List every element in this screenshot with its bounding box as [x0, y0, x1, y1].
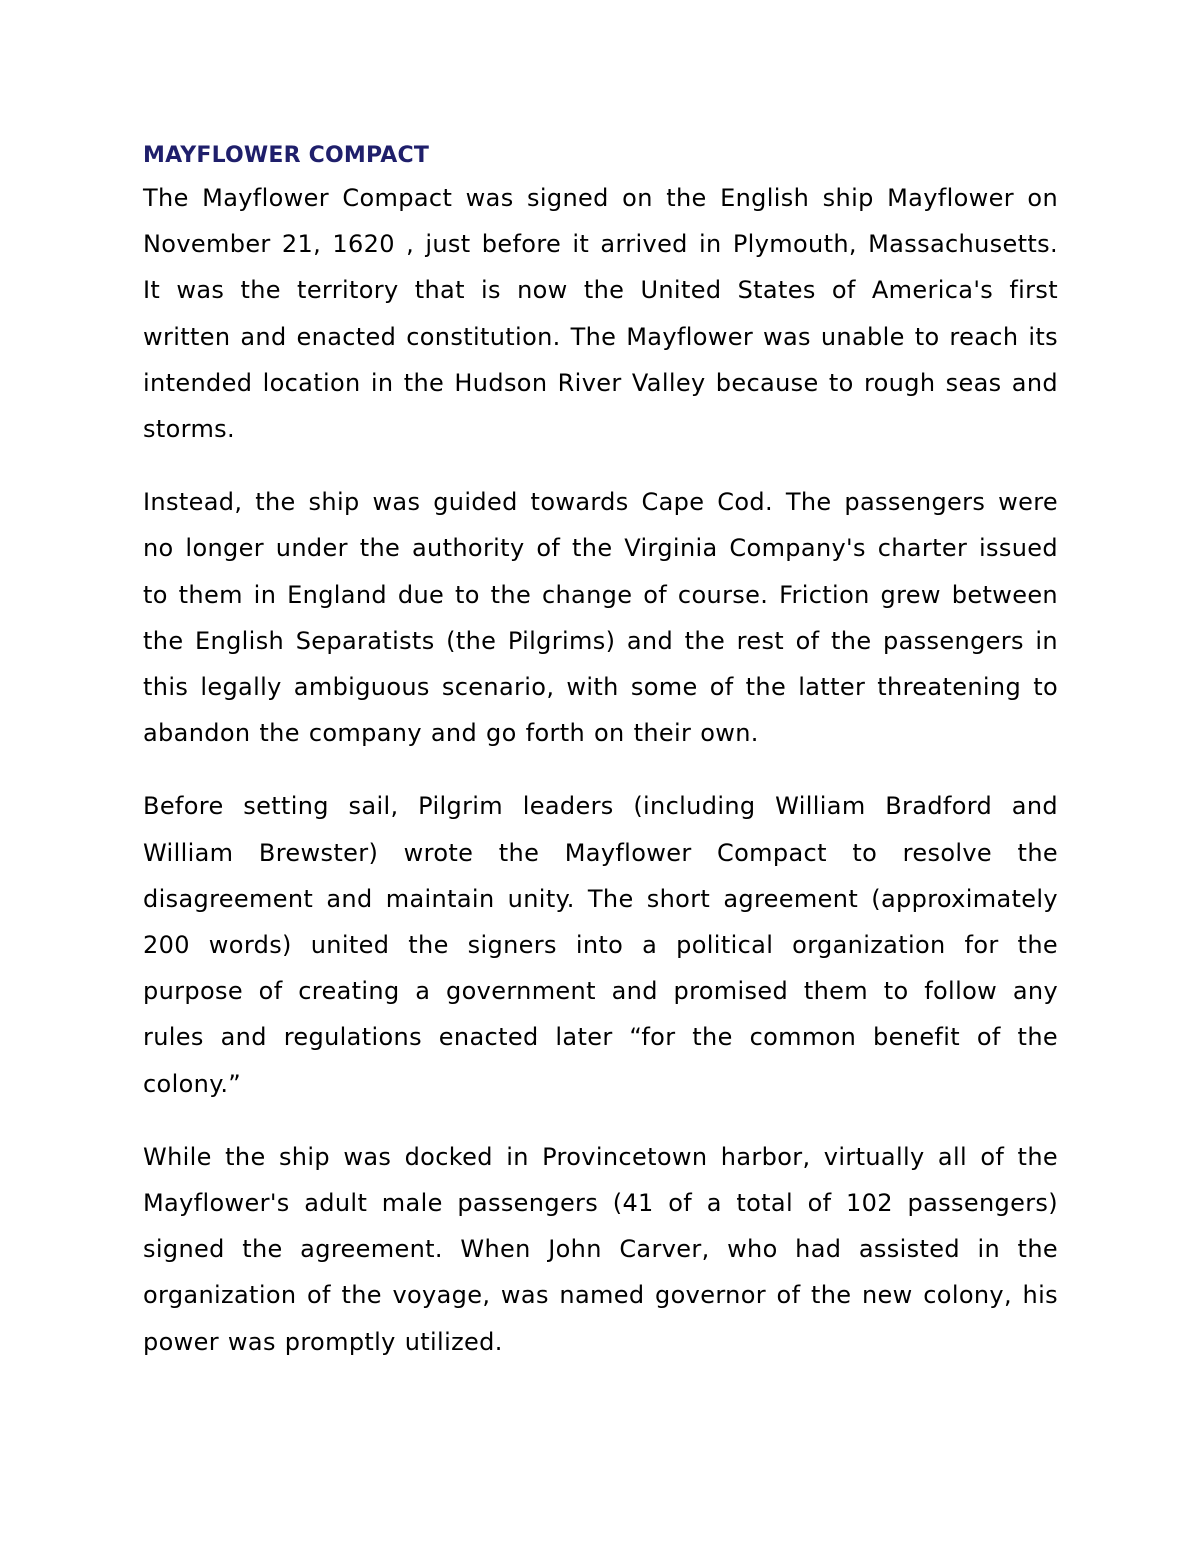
paragraph-signing: The Mayflower Compact was signed on the English ship Mayflower on November 21, 1620 , just before it arrived in Plymouth, Massachusetts. It was the territory that is now the United States of America's first written and enacted constitution. The Mayflower was unable to reach its intended location in the Hudson River Valley because to rough seas and storms. — [143, 184, 1058, 444]
document-body — [143, 137, 1058, 1392]
paragraph-course-change: Instead, the ship was guided towards Cape Cod. The passengers were no longer under the authority of the Virginia Company's charter issued to them in England due to the change of course. Friction grew between the English Separatists (the Pilgrims) and the rest of the passengers in this legally ambiguous scenario, with some of the latter threatening to abandon the company and go forth on their own. — [143, 488, 1058, 748]
paragraph-signers: While the ship was docked in Provincetown harbor, virtually all of the Mayflower's adult male passengers (41 of a total of 102 passengers) signed the agreement. When John Carver, who had assisted in the organization of the voyage, was named governor of the new colony, his power was promptly utilized. — [143, 1142, 1058, 1356]
document-title: MAYFLOWER COMPACT — [143, 143, 430, 168]
paragraph-compact-drafting: Before setting sail, Pilgrim leaders (including William Bradford and William Brewster) wrote the Mayflower Compact to resolve the disagreement and maintain unity. The short agreement (approximately 200 words) united the signers into a political organization for the purpose of creating a government and promised them to follow any rules and regulations enacted later “for the common benefit of the colony.” — [143, 792, 1058, 1098]
